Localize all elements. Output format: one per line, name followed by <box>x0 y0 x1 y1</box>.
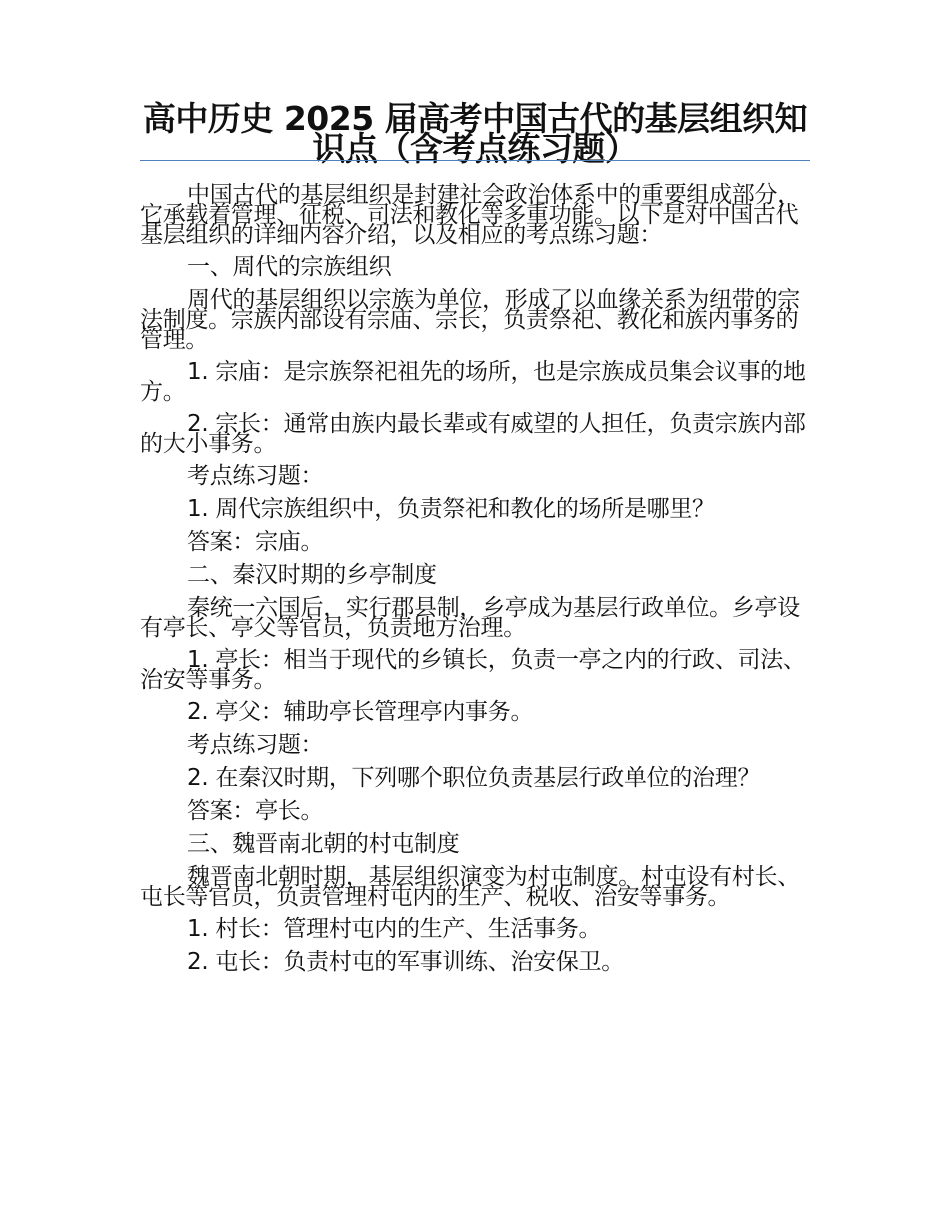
section-heading-weijin: 三、魏晋南北朝的村屯制度 <box>187 831 460 857</box>
exercise-question: 2. 在秦汉时期，下列哪个职位负责基层行政单位的治理？ <box>187 765 761 791</box>
list-item: 1. 宗庙：是宗族祭祀祖先的场所，也是宗族成员集会议事的地方。 <box>140 359 806 405</box>
list-item: 1. 村长：管理村屯内的生产、生活事务。 <box>187 916 602 942</box>
document-title: 高中历史 2025 届高考中国古代的基层组织知识点（含考点练习题） <box>142 99 808 168</box>
exercise-answer: 答案：宗庙。 <box>187 529 324 555</box>
title-underline <box>140 160 810 161</box>
paragraph: 秦统一六国后，实行郡县制，乡亭成为基层行政单位。乡亭设有亭长、亭父等官员，负责地方治理。 <box>140 595 800 641</box>
section-heading-qinhan: 二、秦汉时期的乡亭制度 <box>187 562 437 588</box>
list-item: 1. 亭长：相当于现代的乡镇长，负责一亭之内的行政、司法、治安等事务。 <box>140 647 806 693</box>
list-item: 2. 屯长：负责村屯的军事训练、治安保卫。 <box>187 949 624 975</box>
paragraph: 周代的基层组织以宗族为单位，形成了以血缘关系为纽带的宗法制度。宗族内部设有宗庙、宗长，负责祭祀、教化和族内事务的管理。 <box>140 287 800 353</box>
paragraph: 魏晋南北朝时期，基层组织演变为村屯制度。村屯设有村长、屯长等官员，负责管理村屯内的生产、税收、治安等事务。 <box>140 864 800 910</box>
section-heading-zhou: 一、周代的宗族组织 <box>187 254 392 280</box>
intro-paragraph: 中国古代的基层组织是封建社会政治体系中的重要组成部分，它承载着管理、征税、司法和教化等多重功能。以下是对中国古代基层组织的详细内容介绍，以及相应的考点练习题： <box>140 182 800 248</box>
exercise-heading: 考点练习题： <box>187 463 324 489</box>
document-body <box>140 180 810 980</box>
exercise-heading: 考点练习题： <box>187 732 324 758</box>
exercise-question: 1. 周代宗族组织中，负责祭祀和教化的场所是哪里？ <box>187 496 715 522</box>
list-item: 2. 亭父：辅助亭长管理亭内事务。 <box>187 699 534 725</box>
exercise-answer: 答案：亭长。 <box>187 798 324 824</box>
list-item: 2. 宗长：通常由族内最长辈或有威望的人担任，负责宗族内部的大小事务。 <box>140 411 806 457</box>
